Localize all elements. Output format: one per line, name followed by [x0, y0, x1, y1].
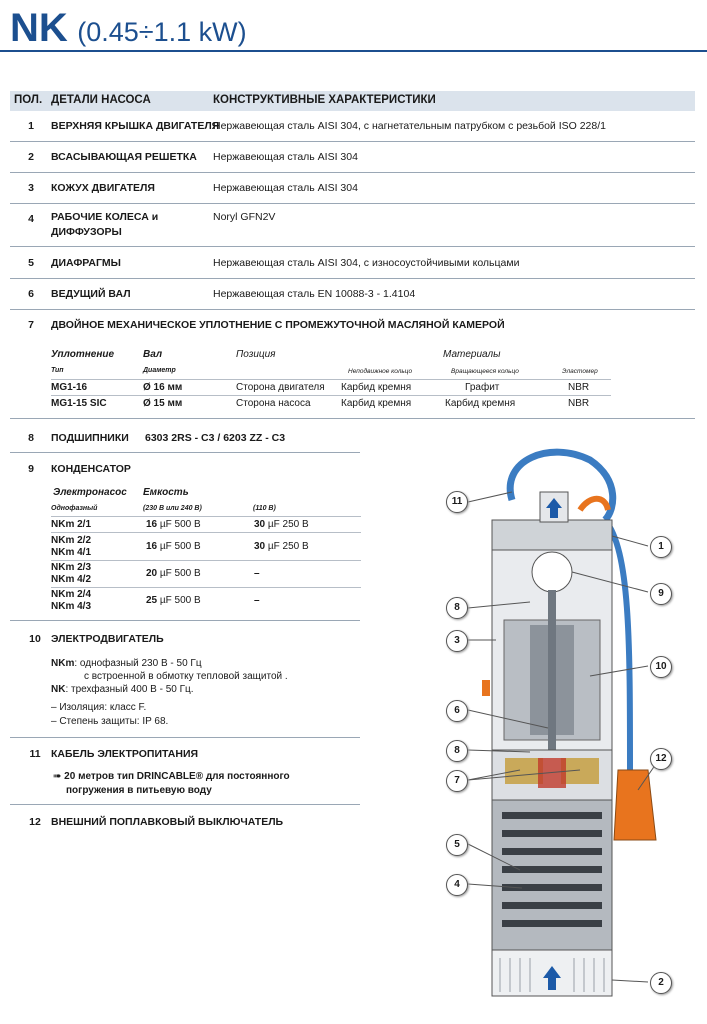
row-number: 11: [29, 748, 41, 760]
capacitor-subheader-single: Однофазный: [51, 505, 98, 512]
capacitor: [532, 552, 572, 592]
model-name: NK: [10, 6, 68, 50]
pump-cross-section-diagram: [430, 440, 707, 1024]
seal-type: MG1-15 SIC: [51, 398, 107, 409]
seal-elastomer: NBR: [568, 382, 590, 393]
seal-subheader-rotating: Вращающееся кольцо: [451, 368, 519, 375]
row-number: 3: [28, 182, 34, 194]
row-number: 5: [28, 257, 34, 269]
capacitor-label: КОНДЕНСАТОР: [51, 463, 131, 475]
row-number: 4: [28, 213, 34, 225]
row-divider: [10, 737, 360, 738]
capacitor-230: 16 µF 500 В: [146, 519, 201, 530]
seal-subheader-elastomer: Эластомер: [562, 368, 598, 375]
seal-divider: [51, 395, 611, 396]
seal-subheader-fixed: Неподвижное кольцо: [348, 368, 413, 375]
motor-line-3: NK: трехфазный 400 В - 50 Гц.: [51, 684, 194, 695]
seal-header-materials: Материалы: [443, 349, 501, 360]
row-number: 7: [28, 319, 34, 331]
seal-header-shaft: Вал: [143, 349, 163, 360]
capacitor-divider: [51, 516, 361, 517]
capacitor-model-2: NKm 4/2: [51, 574, 92, 585]
seal-rotating-ring: Карбид кремня: [445, 398, 516, 409]
cable-line-2: погружения в питьевую воду: [66, 785, 212, 796]
row-number: 6: [28, 288, 34, 300]
part-name: ВЕРХНЯЯ КРЫШКА ДВИГАТЕЛЯ: [51, 120, 220, 132]
callout-6: 6: [446, 700, 468, 722]
seal-header-position: Позиция: [236, 349, 276, 360]
part-spec: Нержавеющая сталь AISI 304: [213, 151, 358, 163]
bearings-label: ПОДШИПНИКИ: [51, 432, 129, 444]
part-name: РАБОЧИЕ КОЛЕСА и: [51, 211, 159, 223]
callout-8b: 8: [446, 740, 468, 762]
seal-diameter: Ø 15 мм: [143, 398, 183, 409]
callout-7: 7: [446, 770, 468, 792]
motor-line-5: – Степень защиты: IP 68.: [51, 716, 169, 727]
capacitor-header-capacity: Емкость: [143, 487, 189, 498]
seal-subheader-type: Тип: [51, 367, 64, 374]
seal-header-seal: Уплотнение: [51, 349, 115, 360]
capacitor-model: NKm 2/1: [51, 519, 92, 530]
capacitor-110: 30 µF 250 В: [254, 541, 309, 552]
row-number: 9: [28, 463, 34, 475]
part-name: ВСАСЫВАЮЩАЯ РЕШЕТКА: [51, 151, 197, 163]
page-title: [10, 6, 247, 51]
header-specs: КОНСТРУКТИВНЫЕ ХАРАКТЕРИСТИКИ: [213, 94, 436, 106]
part-spec: Нержавеющая сталь AISI 304: [213, 182, 358, 194]
callout-10: 10: [650, 656, 672, 678]
row-divider: [10, 418, 695, 419]
part-spec: Нержавеющая сталь EN 10088-3 - 1.4104: [213, 288, 416, 300]
row-divider: [10, 246, 695, 247]
seal-rotating-ring: Графит: [465, 382, 500, 393]
part-name: КОЖУХ ДВИГАТЕЛЯ: [51, 182, 155, 194]
top-cover: [492, 520, 612, 550]
row-number: 8: [28, 432, 34, 444]
capacitor-model-2: NKm 4/1: [51, 547, 92, 558]
motor-label: ЭЛЕКТРОДВИГАТЕЛЬ: [51, 633, 164, 645]
cable-label: КАБЕЛЬ ЭЛЕКТРОПИТАНИЯ: [51, 748, 199, 760]
capacitor-230: 25 µF 500 В: [146, 595, 201, 606]
callout-1: 1: [650, 536, 672, 558]
part-name: ВЕДУЩИЙ ВАЛ: [51, 288, 131, 300]
row-divider: [10, 203, 695, 204]
callout-8: 8: [446, 597, 468, 619]
row-number: 10: [29, 633, 41, 645]
capacitor-divider: [51, 587, 361, 588]
header-parts: ДЕТАЛИ НАСОСА: [51, 94, 151, 106]
seal-position: Сторона насоса: [236, 398, 311, 409]
capacitor-subheader-110: (110 В): [253, 505, 276, 512]
capacitor-header-pump: Электронасос: [53, 487, 127, 498]
motor-line-2: с встроенной в обмотку тепловой защитой .: [84, 671, 288, 682]
capacitor-110: 30 µF 250 В: [254, 519, 309, 530]
motor-line-1: NKm: однофазный 230 В - 50 Гц: [51, 658, 202, 669]
row-number: 2: [28, 151, 34, 163]
callout-5: 5: [446, 834, 468, 856]
seal-elastomer: NBR: [568, 398, 590, 409]
motor-line-4: – Изоляция: класс F.: [51, 702, 147, 713]
capacitor-110: –: [254, 595, 260, 606]
part-name-line2: ДИФФУЗОРЫ: [51, 226, 122, 238]
pump-stages: [492, 800, 612, 950]
callout-4: 4: [446, 874, 468, 896]
seal-diameter: Ø 16 мм: [143, 382, 183, 393]
capacitor-230: 16 µF 500 В: [146, 541, 201, 552]
table-header: [10, 91, 695, 111]
row-number: 1: [28, 120, 34, 132]
bearings-value: 6303 2RS - C3 / 6203 ZZ - C3: [145, 432, 286, 444]
cable-line-1: ➠ 20 метров тип DRINCABLE® для постоянного: [53, 771, 290, 782]
row-divider: [10, 278, 695, 279]
capacitor-110: –: [254, 568, 260, 579]
callout-2: 2: [650, 972, 672, 994]
part-spec: Нержавеющая сталь AISI 304, с нагнетательным патрубком с резьбой ISO 228/1: [213, 120, 606, 132]
seal-fixed-ring: Карбид кремня: [341, 382, 412, 393]
capacitor-model: NKm 2/4: [51, 589, 92, 600]
part-spec: Нержавеющая сталь AISI 304, с износоустойчивыми кольцами: [213, 257, 520, 269]
row-divider: [10, 141, 695, 142]
seal-subheader-diam: Диаметр: [143, 367, 176, 374]
callout-9: 9: [650, 583, 672, 605]
row-number: 12: [29, 816, 41, 828]
row-divider: [10, 309, 695, 310]
part-spec: Noryl GFN2V: [213, 211, 276, 223]
capacitor-divider: [51, 560, 361, 561]
row-divider: [10, 172, 695, 173]
float-label: ВНЕШНИЙ ПОПЛАВКОВЫЙ ВЫКЛЮЧАТЕЛЬ: [51, 816, 284, 828]
part-name: ДИАФРАГМЫ: [51, 257, 121, 269]
part-name: ДВОЙНОЕ МЕХАНИЧЕСКОЕ УПЛОТНЕНИЕ С ПРОМЕЖУТОЧНОЙ МАСЛЯНОЙ КАМЕРОЙ: [51, 319, 505, 331]
seal-position: Сторона двигателя: [236, 382, 325, 393]
title-divider: [0, 50, 707, 52]
seal-type: MG1-16: [51, 382, 88, 393]
row-divider: [10, 620, 360, 621]
capacitor-230: 20 µF 500 В: [146, 568, 201, 579]
row-divider: [10, 452, 360, 453]
header-pos: ПОЛ.: [14, 94, 43, 106]
capacitor-model-2: NKm 4/3: [51, 601, 92, 612]
power-range: (0.45÷1.1 kW): [77, 17, 247, 47]
callout-11: 11: [446, 491, 468, 513]
capacitor-model: NKm 2/2: [51, 535, 92, 546]
capacitor-divider: [51, 532, 361, 533]
seal-fixed-ring: Карбид кремня: [341, 398, 412, 409]
arrow-right-icon: ➠: [53, 771, 65, 782]
float-switch: [614, 770, 656, 840]
capacitor-model: NKm 2/3: [51, 562, 92, 573]
callout-3: 3: [446, 630, 468, 652]
callout-12: 12: [650, 748, 672, 770]
row-divider: [10, 804, 360, 805]
seal-divider: [51, 379, 611, 380]
capacitor-subheader-230: (230 В или 240 В): [143, 505, 202, 512]
